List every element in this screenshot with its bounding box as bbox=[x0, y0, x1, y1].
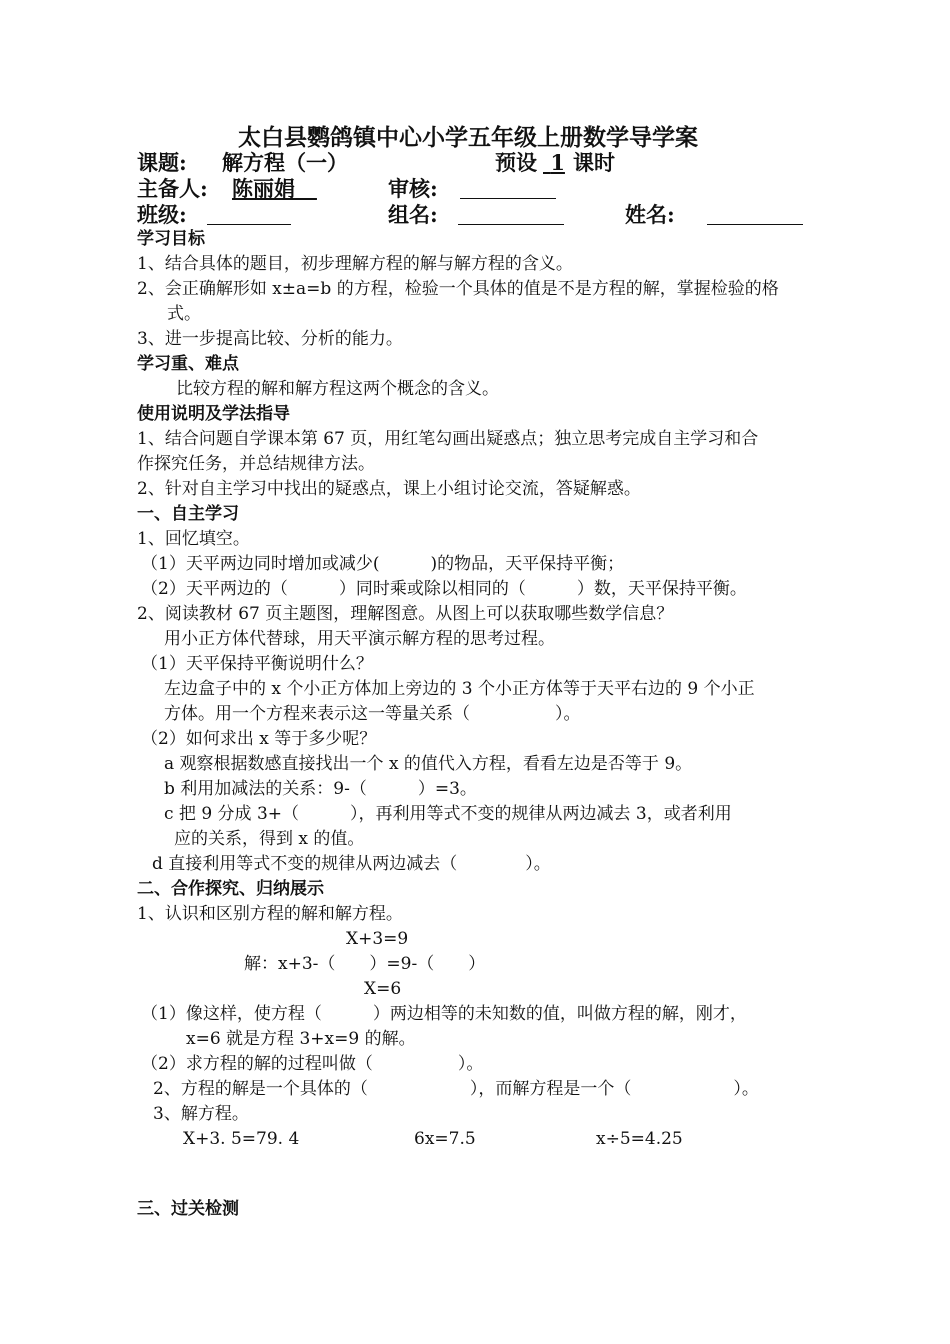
section1-line: d 直接利用等式不变的规律从两边减去（ ）。 bbox=[152, 854, 551, 874]
document-title: 太白县鹦鸽镇中心小学五年级上册数学导学案 bbox=[238, 124, 698, 151]
section1-line: （2）如何求出 x 等于多少呢？ bbox=[141, 729, 377, 749]
section1-heading: 一、自主学习 bbox=[137, 504, 239, 524]
objective-item: 1、结合具体的题目，初步理解方程的解与解方程的含义。 bbox=[137, 254, 573, 274]
topic-value: 解方程（一） bbox=[222, 150, 348, 175]
name-label: 姓名: bbox=[625, 202, 675, 227]
equation-line: 解：x+3-（ ）=9-（ ） bbox=[244, 954, 486, 974]
class-label: 班级: bbox=[137, 202, 187, 227]
section2-line: 3、解方程。 bbox=[153, 1104, 249, 1124]
reviewer-label: 审核: bbox=[388, 176, 438, 201]
guidance-line: 1、结合问题自学课本第 67 页，用红笔勾画出疑惑点；独立思考完成自主学习和合 bbox=[137, 429, 759, 449]
preparer-value: 陈丽娟 bbox=[232, 176, 295, 201]
section1-line: 1、回忆填空。 bbox=[137, 529, 250, 549]
preset-unit: 课时 bbox=[573, 150, 615, 175]
section2-line: （1）像这样，使方程（ ）两边相等的未知数的值，叫做方程的解，刚才， bbox=[141, 1004, 747, 1024]
key-points-text: 比较方程的解和解方程这两个概念的含义。 bbox=[176, 379, 499, 399]
group-blank bbox=[458, 204, 564, 225]
section2-line: x=6 就是方程 3+x=9 的解。 bbox=[186, 1029, 416, 1049]
class-blank bbox=[207, 204, 291, 225]
section1-line: （1）天平保持平衡说明什么？ bbox=[141, 654, 373, 674]
exercise-equation: x÷5=4.25 bbox=[596, 1129, 683, 1149]
section1-line: （1）天平两边同时增加或减少( )的物品，天平保持平衡； bbox=[141, 554, 625, 574]
reviewer-blank bbox=[460, 178, 556, 199]
preparer-label: 主备人: bbox=[137, 176, 208, 201]
section2-heading: 二、合作探究、归纳展示 bbox=[137, 879, 324, 899]
section1-line: b 利用加减法的关系：9-（ ）=3。 bbox=[164, 779, 477, 799]
equation-line: X+3=9 bbox=[346, 929, 409, 949]
guidance-line: 作探究任务，并总结规律方法。 bbox=[137, 454, 375, 474]
key-points-heading: 学习重、难点 bbox=[137, 354, 239, 374]
section1-line: 用小正方体代替球，用天平演示解方程的思考过程。 bbox=[164, 629, 555, 649]
exercise-equation: X+3. 5=79. 4 bbox=[183, 1129, 300, 1149]
section1-line: 应的关系，得到 x 的值。 bbox=[174, 829, 365, 849]
section1-line: （2）天平两边的（ ）同时乘或除以相同的（ ）数，天平保持平衡。 bbox=[141, 579, 747, 599]
section1-line: 方体。用一个方程来表示这一等量关系（ ）。 bbox=[164, 704, 581, 724]
section2-line: 1、认识和区别方程的解和解方程。 bbox=[137, 904, 403, 924]
section1-line: 左边盒子中的 x 个小正方体加上旁边的 3 个小正方体等于天平右边的 9 个小正 bbox=[164, 679, 755, 699]
guidance-heading: 使用说明及学法指导 bbox=[137, 404, 290, 424]
section2-line: （2）求方程的解的过程叫做（ ）。 bbox=[141, 1054, 484, 1074]
objectives-heading: 学习目标 bbox=[137, 229, 205, 249]
group-label: 组名: bbox=[388, 202, 438, 227]
preset-label: 预设 bbox=[495, 150, 537, 175]
section2-line: 2、方程的解是一个具体的（ ），而解方程是一个（ ）。 bbox=[153, 1079, 759, 1099]
section3-heading: 三、过关检测 bbox=[137, 1199, 239, 1219]
name-blank bbox=[707, 204, 803, 225]
objective-item: 2、会正确解形如 x±a=b 的方程，检验一个具体的值是不是方程的解，掌握检验的格 bbox=[137, 279, 779, 299]
objective-item: 式。 bbox=[167, 304, 201, 324]
section1-line: 2、阅读教材 67 页主题图，理解图意。从图上可以获取哪些数学信息？ bbox=[137, 604, 674, 624]
preset-value: 1 bbox=[550, 150, 565, 175]
topic-label: 课题: bbox=[137, 150, 187, 175]
section1-line: c 把 9 分成 3+（ ），再利用等式不变的规律从两边减去 3，或者利用 bbox=[164, 804, 732, 824]
guidance-line: 2、针对自主学习中找出的疑惑点，课上小组讨论交流，答疑解惑。 bbox=[137, 479, 641, 499]
section1-line: a 观察根据数感直接找出一个 x 的值代入方程，看看左边是否等于 9。 bbox=[164, 754, 693, 774]
equation-line: X=6 bbox=[364, 979, 402, 999]
objective-item: 3、进一步提高比较、分析的能力。 bbox=[137, 329, 403, 349]
exercise-equation: 6x=7.5 bbox=[414, 1129, 476, 1149]
